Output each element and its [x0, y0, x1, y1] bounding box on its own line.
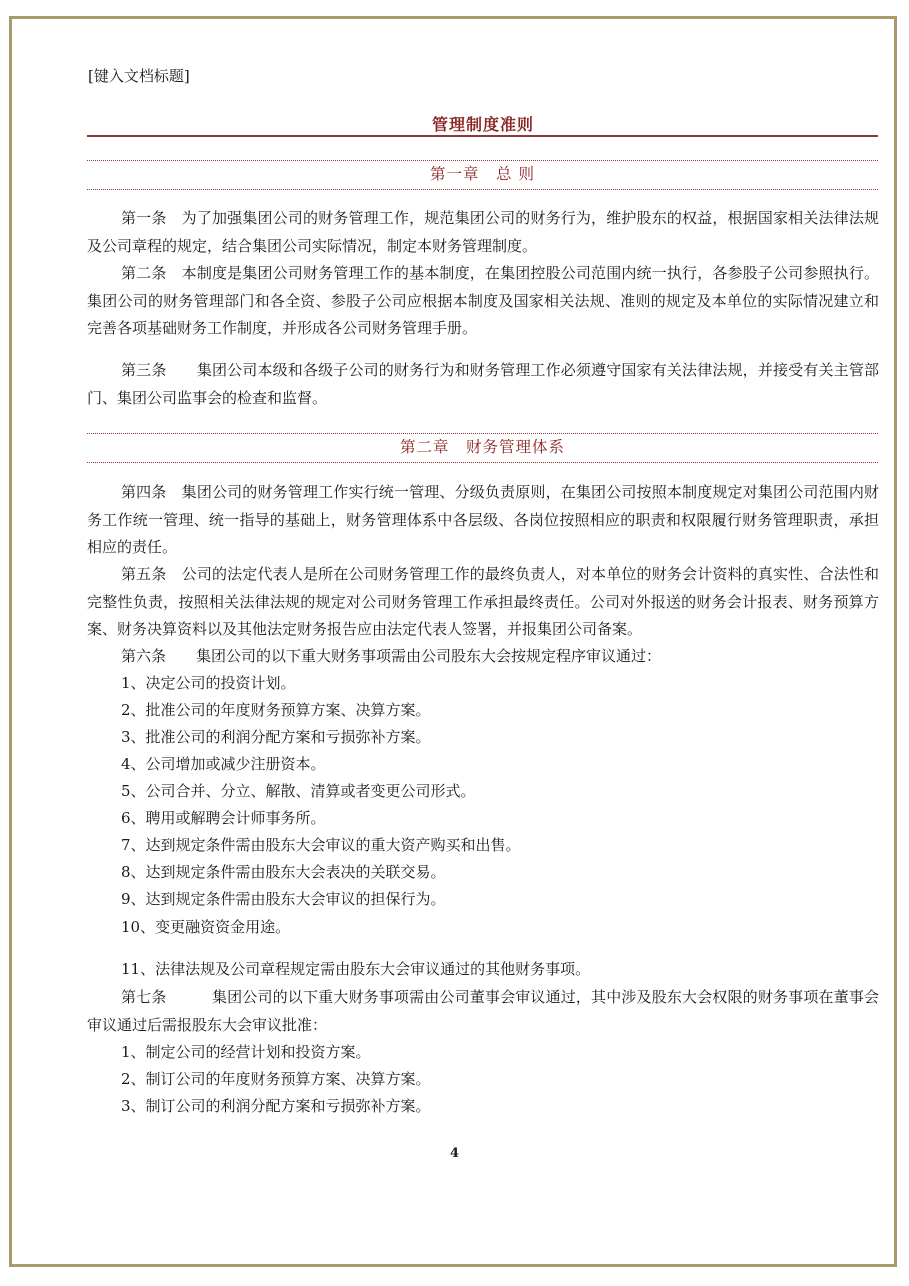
- list-item: 5、公司合并、分立、解散、清算或者变更公司形式。: [121, 782, 476, 800]
- list-item: 2、制订公司的年度财务预算方案、决算方案。: [121, 1070, 431, 1088]
- article-3: 第三条 集团公司本级和各级子公司的财务行为和财务管理工作必须遵守国家有关法律法规，并接受有关主管部门、集团公司监事会的检查和监督。: [87, 361, 879, 407]
- list-item: 3、制订公司的利润分配方案和亏损弥补方案。: [121, 1097, 431, 1115]
- article-1: 第一条 为了加强集团公司的财务管理工作，规范集团公司的财务行为，维护股东的权益，根据国家相关法律法规及公司章程的规定，结合集团公司实际情况，制定本财务管理制度。: [87, 209, 879, 255]
- list-item: 10、变更融资资金用途。: [121, 918, 291, 936]
- article-6: 第六条 集团公司的以下重大财务事项需由公司股东大会按规定程序审议通过：: [121, 647, 662, 665]
- list-item: 11、法律法规及公司章程规定需由股东大会审议通过的其他财务事项。: [121, 960, 591, 978]
- list-item: 7、达到规定条件需由股东大会审议的重大资产购买和出售。: [121, 836, 521, 854]
- article-7: 第七条 集团公司的以下重大财务事项需由公司董事会审议通过，其中涉及股东大会权限的财务事项在董事会审议通过后需报股东大会审议批准：: [87, 988, 879, 1034]
- chapter-heading-2: 第二章 财务管理体系: [87, 433, 878, 463]
- list-item: 1、决定公司的投资计划。: [121, 674, 296, 692]
- chapter-heading-1: 第一章 总 则: [87, 160, 878, 190]
- document-title-placeholder: [键入文档标题]: [88, 67, 190, 85]
- main-title: 管理制度准则: [431, 115, 534, 134]
- list-item: 9、达到规定条件需由股东大会审议的担保行为。: [121, 890, 446, 908]
- page-number: 4: [449, 1146, 460, 1161]
- list-item: 8、达到规定条件需由股东大会表决的关联交易。: [121, 863, 446, 881]
- article-5: 第五条 公司的法定代表人是所在公司财务管理工作的最终负责人，对本单位的财务会计资料的真实性、合法性和完整性负责，按照相关法律法规的规定对公司财务管理工作承担最终责任。公司对外报送的财务会计报表、财务预算方案、财务决算资料以及其他法定财务报告应由法定代表人签署，并报集团公司备案。: [87, 565, 879, 638]
- article-2: 第二条 本制度是集团公司财务管理工作的基本制度，在集团控股公司范围内统一执行，各参股子公司参照执行。集团公司的财务管理部门和各全资、参股子公司应根据本制度及国家相关法规、准则的规定及本单位的实际情况建立和完善各项基础财务工作制度，并形成各公司财务管理手册。: [87, 264, 879, 337]
- article-4: 第四条 集团公司的财务管理工作实行统一管理、分级负责原则，在集团公司按照本制度规定对集团公司范围内财务工作统一管理、统一指导的基础上，财务管理体系中各层级、各岗位按照相应的职责和权限履行财务管理职责，承担相应的责任。: [87, 483, 879, 556]
- list-item: 3、批准公司的利润分配方案和亏损弥补方案。: [121, 728, 431, 746]
- list-item: 6、聘用或解聘会计师事务所。: [121, 809, 326, 827]
- list-item: 4、公司增加或减少注册资本。: [121, 755, 326, 773]
- title-divider: [87, 135, 878, 137]
- list-item: 2、批准公司的年度财务预算方案、决算方案。: [121, 701, 431, 719]
- list-item: 1、制定公司的经营计划和投资方案。: [121, 1043, 371, 1061]
